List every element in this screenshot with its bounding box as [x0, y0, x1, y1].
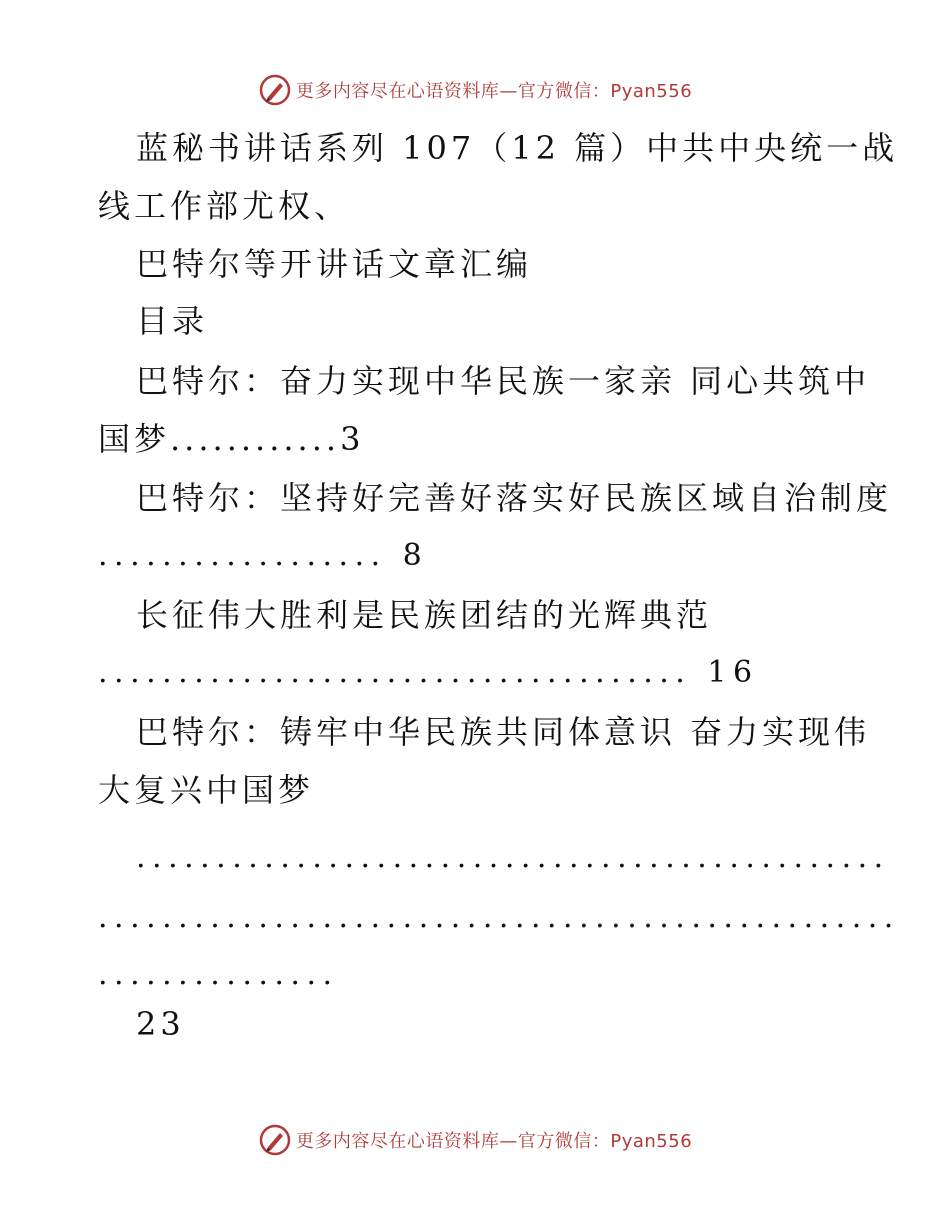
watermark-text: 更多内容尽在心语资料库—官方微信：Pyan556: [295, 1131, 693, 1152]
pen-logo-icon: [258, 1123, 292, 1157]
toc-entry-4-title: 巴特尔：铸牢中华民族共同体意识 奋力实现伟: [136, 713, 871, 751]
watermark-text: 更多内容尽在心语资料库—官方微信：Pyan556: [295, 81, 693, 102]
toc-entry-4-subtitle: 大复兴中国梦: [98, 771, 315, 809]
toc-entry-3-title: 长征伟大胜利是民族团结的光辉典范: [136, 596, 713, 634]
toc-heading: 目录: [136, 302, 209, 340]
toc-entry-1-page-line: 国梦............3: [98, 420, 365, 458]
toc-entry-4-page: 23: [136, 1005, 185, 1043]
toc-entry-1-title: 巴特尔：奋力实现中华民族一家亲 同心共筑中: [136, 362, 871, 400]
header-watermark: [0, 70, 950, 110]
toc-entry-2-title: 巴特尔：坚持好完善好落实好民族区域自治制度: [136, 479, 893, 517]
toc-entry-2-page-line: .................. 8: [98, 538, 429, 573]
document-title-line-3: 巴特尔等开讲话文章汇编: [136, 245, 533, 283]
toc-entry-4-dots-3: ...............: [98, 957, 339, 992]
toc-entry-4-dots-2: ..................................................: [98, 900, 900, 935]
document-title-line-2: 线工作部尤权、: [98, 187, 351, 225]
document-title-line-1: 蓝秘书讲话系列 107（12 篇）中共中央统一战: [136, 129, 899, 167]
footer-watermark: [0, 1120, 950, 1160]
toc-entry-3-page-line: ..................................... 16: [98, 655, 759, 690]
pen-logo-icon: [258, 73, 292, 107]
toc-entry-4-dots-1: ...............................................: [136, 840, 890, 875]
